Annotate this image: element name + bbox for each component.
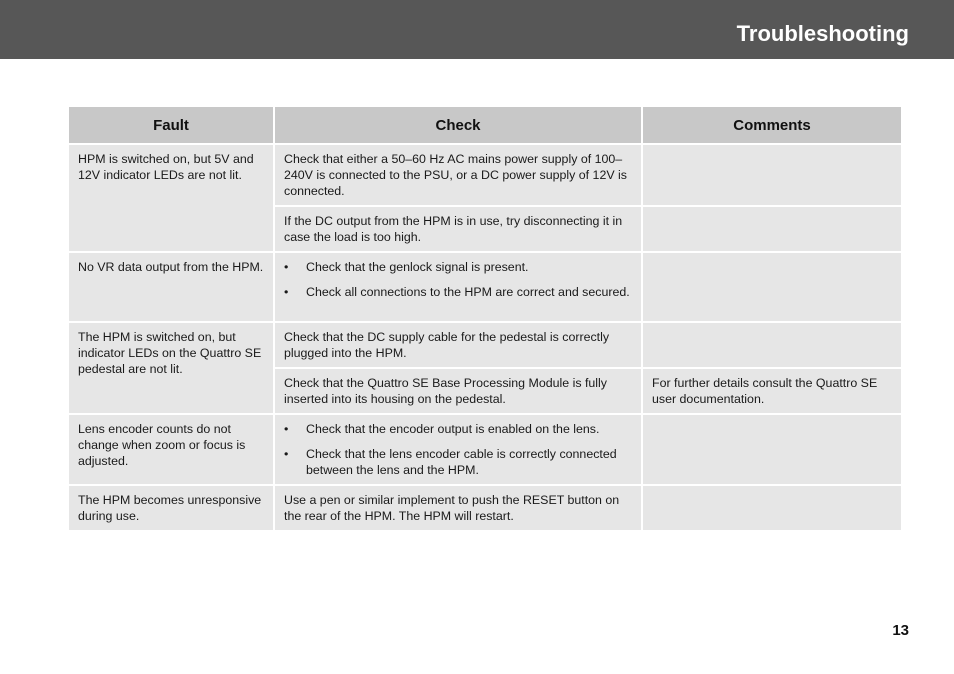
fault-cell: The HPM is switched on, but indicator LEDs on the Quattro SE pedestal are not lit.	[69, 323, 273, 413]
check-cell	[275, 253, 641, 321]
fault-cell: No VR data output from the HPM.	[69, 253, 273, 321]
bullet-icon: •	[284, 422, 289, 436]
table-row	[69, 415, 901, 484]
check-cell: Check that the Quattro SE Base Processing Module is fully inserted into its housing on the pedestal.	[275, 369, 641, 413]
page-number: 13	[892, 622, 909, 639]
list-item-text: Check all connections to the HPM are correct and secured.	[306, 285, 630, 299]
table-header-row	[69, 107, 901, 143]
fault-cell: HPM is switched on, but 5V and 12V indicator LEDs are not lit.	[69, 145, 273, 251]
table-row	[69, 486, 901, 530]
comment-cell: For further details consult the Quattro SE user documentation.	[643, 369, 901, 413]
comment-cell	[643, 207, 901, 251]
table-row	[69, 253, 901, 321]
fault-cell: The HPM becomes unresponsive during use.	[69, 486, 273, 530]
list-item-text: Check that the lens encoder cable is correctly connected between the lens and the HPM.	[306, 447, 617, 477]
comment-cell	[643, 145, 901, 205]
bullet-icon: •	[284, 447, 289, 461]
bullet-icon: •	[284, 260, 289, 274]
check-cell: Check that the DC supply cable for the pedestal is correctly plugged into the HPM.	[275, 323, 641, 367]
list-item	[284, 259, 632, 275]
table-row	[69, 323, 901, 367]
check-cell	[275, 415, 641, 484]
list-item	[284, 284, 632, 300]
header-bar	[0, 0, 954, 59]
comment-cell	[643, 415, 901, 484]
comment-cell	[643, 486, 901, 530]
comment-cell	[643, 323, 901, 367]
check-cell: Check that either a 50–60 Hz AC mains power supply of 100–240V is connected to the PSU, or a DC power supply of 12V is connected.	[275, 145, 641, 205]
troubleshooting-table	[67, 105, 903, 532]
header-fault: Fault	[69, 107, 273, 143]
check-list	[284, 421, 632, 478]
list-item	[284, 421, 632, 437]
comment-cell	[643, 253, 901, 321]
check-list	[284, 259, 632, 300]
bullet-icon: •	[284, 285, 289, 299]
header-check: Check	[275, 107, 641, 143]
table-row	[69, 145, 901, 205]
list-item-text: Check that the genlock signal is present.	[306, 260, 529, 274]
check-cell: If the DC output from the HPM is in use, try disconnecting it in case the load is too high.	[275, 207, 641, 251]
header-comments: Comments	[643, 107, 901, 143]
page-title: Troubleshooting	[736, 21, 909, 46]
list-item	[284, 446, 632, 478]
list-item-text: Check that the encoder output is enabled on the lens.	[306, 422, 600, 436]
check-cell: Use a pen or similar implement to push the RESET button on the rear of the HPM. The HPM will restart.	[275, 486, 641, 530]
fault-cell: Lens encoder counts do not change when zoom or focus is adjusted.	[69, 415, 273, 484]
